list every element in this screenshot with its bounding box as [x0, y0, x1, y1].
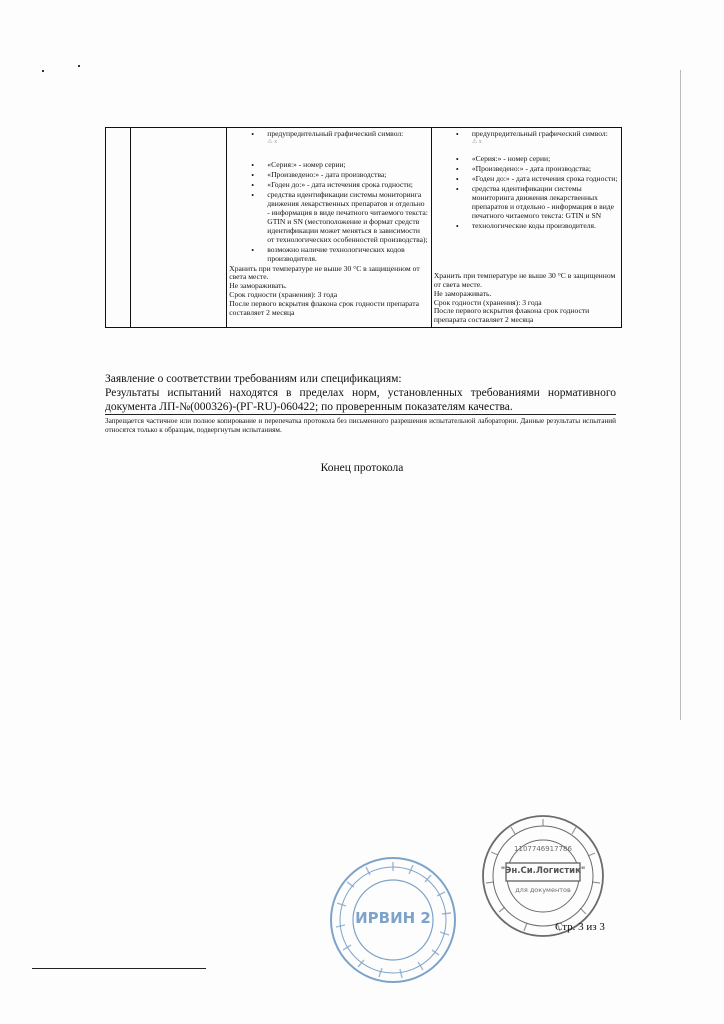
list-item: • средства идентификации системы мониторинга движения лекарственных препаратов и отдельно - информация в виде печатного читаемого текста: GTIN и SN — [434, 185, 619, 221]
stamp-number: 1107746917786 — [514, 845, 572, 853]
page-number: Стр. 3 из 3 — [555, 921, 605, 933]
stamp-center-text: ИРВИН 2 — [355, 909, 431, 927]
list-item: • «Произведено:» - дата производства; — [229, 171, 429, 180]
statement-heading: Заявление о соответствии требованиям или спецификациям: — [105, 373, 402, 385]
divider — [105, 414, 616, 415]
table-cell-empty — [106, 128, 131, 328]
list-item: • предупредительный графический символ: ⚠ x — [229, 130, 429, 160]
after-open-text: После первого вскрытия флакона срок годности препарата составляет 2 месяца — [433, 306, 590, 325]
storage-text: Хранить при температуре не выше 30 °С в защищенном от света месте. — [229, 263, 420, 282]
table-cell-empty — [130, 128, 227, 328]
footer-line — [32, 968, 206, 969]
blue-round-stamp — [328, 855, 458, 985]
warning-symbol-icon: ⚠ x — [267, 138, 278, 145]
table-cell-requirements — [227, 128, 432, 328]
shelf-life-text: Срок годности (хранения): 3 года — [229, 290, 338, 300]
storage-text: Хранить при температуре не выше 30 °С в защищенном от света месте. — [433, 270, 616, 289]
table-row — [106, 128, 622, 328]
list-item: • возможно наличие технологических кодов производителя. — [229, 246, 429, 264]
list-item: • «Годен до:» - дата истечения срока годности; — [434, 175, 619, 184]
results-list — [434, 130, 619, 231]
spec-table — [105, 127, 622, 328]
scan-dot — [42, 70, 44, 72]
no-freeze-text: Не замораживать. — [229, 281, 287, 291]
list-item: • предупредительный графический символ: ⚠ x — [434, 130, 619, 154]
statement-line: документа ЛП-№(000326)-(РГ-RU)-060422; по проверенным показателям качества. — [105, 400, 513, 413]
scan-dot — [78, 65, 80, 67]
list-item: • «Серия:» - номер серии; — [229, 161, 429, 170]
list-item: • «Произведено:» - дата производства; — [434, 165, 619, 174]
disclaimer-text: Запрещается частичное или полное копирование и перепечатка протокола без письменного разрешения испытательной лаборатории. Данные результаты испытаний относятся только к образцам, подвергнутым испытаниям. — [105, 417, 616, 434]
list-item: • средства идентификации системы мониторинга движения лекарственных препаратов и отдельно - информация в виде печатного читаемого текста: GTIN и SN (местоположение и формат средств идентификации может меняться в зависимости от технологических особенностей производства); — [229, 191, 429, 245]
statement-line: Результаты испытаний находятся в пределах норм, установленных требованиями нормативного — [105, 386, 616, 399]
list-item: • «Годен до:» - дата истечения срока годности; — [229, 181, 429, 190]
no-freeze-text: Не замораживать. — [433, 288, 492, 298]
stamp-sub-text: для документов — [515, 886, 571, 894]
scan-edge-line — [680, 70, 681, 720]
list-item: • «Серия:» - номер серии; — [434, 155, 619, 164]
conformity-statement — [105, 373, 616, 414]
table-cell-results — [431, 128, 621, 328]
end-of-protocol: Конец протокола — [320, 462, 404, 474]
after-open-text: После первого вскрытия флакона срок годности препарата составляет 2 месяца — [229, 299, 419, 318]
warning-symbol-icon: ⚠ x — [471, 138, 482, 145]
list-item: • технологические коды производителя. — [434, 222, 619, 231]
requirements-list — [229, 130, 429, 264]
shelf-life-text: Срок годности (хранения): 3 года — [433, 297, 542, 307]
stamp-center-text: "Эн.Си.Логистик" — [500, 866, 586, 876]
